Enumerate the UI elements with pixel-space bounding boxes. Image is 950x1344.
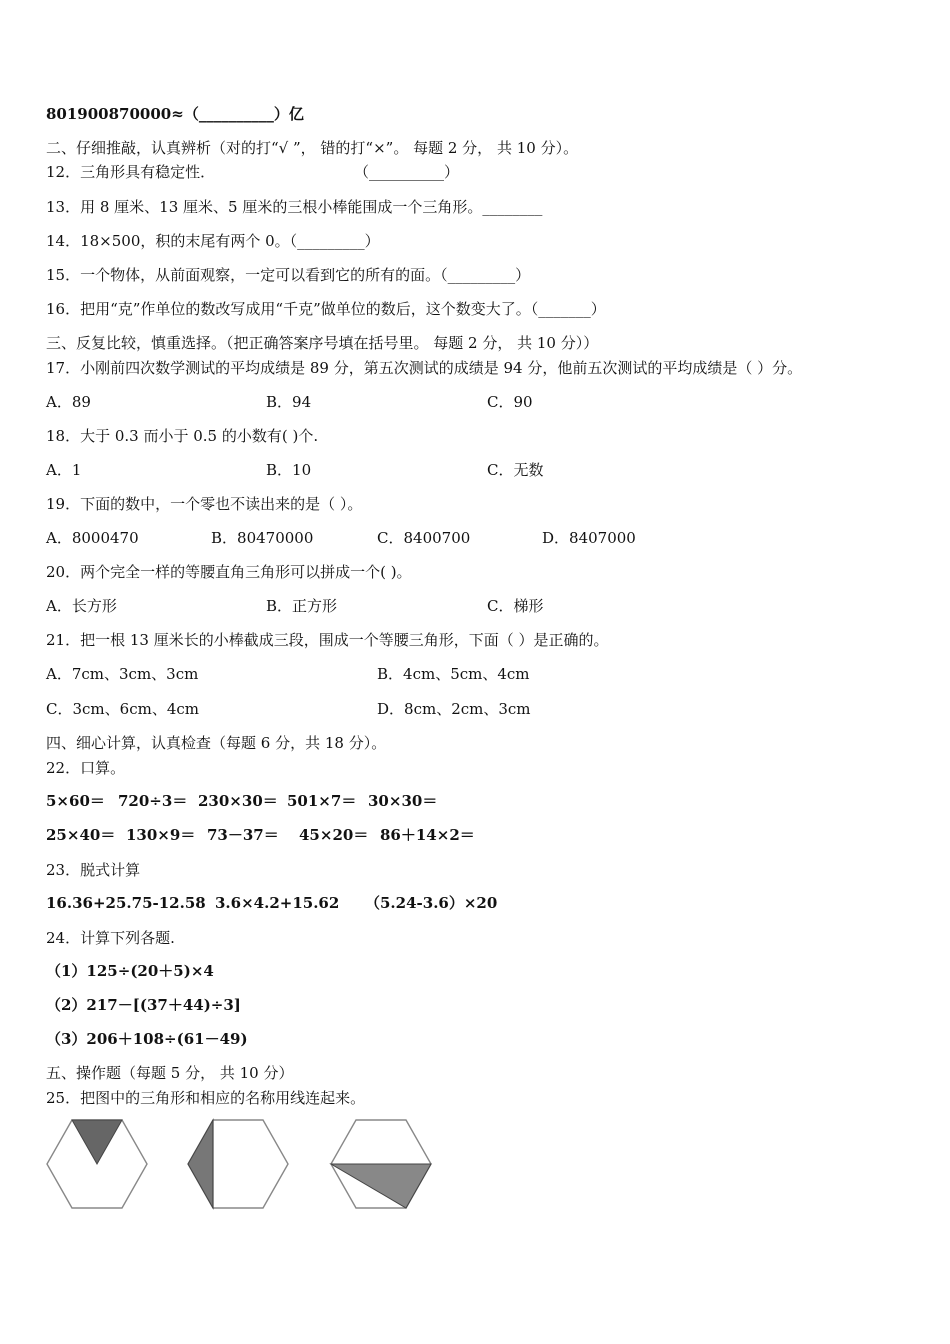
q19-option-a[interactable]: A．8000470: [46, 529, 139, 547]
q20-option-c[interactable]: C．梯形: [487, 597, 544, 615]
q22-item: 30×30＝: [368, 792, 438, 810]
q25-text: 25．把图中的三角形和相应的名称用线连起来。: [46, 1089, 366, 1107]
section4-heading: 四、细心计算，认真检查（每题 6 分，共 18 分）。: [46, 734, 387, 752]
q24-text: 24．计算下列各题.: [46, 929, 175, 947]
q12-text: 12．三角形具有稳定性．: [46, 163, 216, 181]
q20-option-b[interactable]: B．正方形: [266, 597, 338, 615]
q22-item: 501×7＝: [287, 792, 357, 810]
q22-item: 230×30＝: [198, 792, 278, 810]
q24-item: （3）206＋108÷(61－49): [46, 1030, 248, 1048]
q18-option-a[interactable]: A．1: [46, 461, 82, 479]
q11-tail: 801900870000≈（__________）亿: [46, 105, 304, 123]
q17-option-c[interactable]: C．90: [487, 393, 533, 411]
section2-heading: 二、仔细推敲，认真辨析（对的打“√ ”， 错的打“×”。 每题 2 分， 共 10 分）。: [46, 139, 579, 157]
shaded-triangle: [331, 1164, 431, 1208]
q22-item: 73－37＝: [207, 826, 279, 844]
q13-text: 13．用 8 厘米、13 厘米、5 厘米的三根小棒能围成一个三角形。________: [46, 198, 543, 216]
shaded-triangle: [188, 1120, 213, 1208]
q18-option-c[interactable]: C．无数: [487, 461, 544, 479]
hexagon-figure-1: [47, 1120, 147, 1208]
q20-option-a[interactable]: A．长方形: [46, 597, 117, 615]
section3-heading: 三、反复比较，慎重选择。（把正确答案序号填在括号里。 每题 2 分， 共 10 分））: [46, 334, 599, 352]
q21-option-b[interactable]: B．4cm、5cm、4cm: [377, 665, 530, 683]
hexagon-figure-3: [331, 1120, 431, 1208]
q22-item: 130×9＝: [126, 826, 196, 844]
q23-text: 23．脱式计算: [46, 861, 141, 879]
q22-text: 22．口算。: [46, 759, 126, 777]
q18-option-b[interactable]: B．10: [266, 461, 312, 479]
q20-text: 20．两个完全一样的等腰直角三角形可以拼成一个( )。: [46, 563, 412, 581]
q22-item: 720÷3＝: [118, 792, 188, 810]
q21-option-d[interactable]: D．8cm、2cm、3cm: [377, 700, 531, 718]
q19-option-c[interactable]: C．8400700: [377, 529, 471, 547]
q21-option-c[interactable]: C．3cm、6cm、4cm: [46, 700, 199, 718]
q23-item: （5.24-3.6）×20: [365, 894, 498, 912]
q22-item: 5×60＝: [46, 792, 105, 810]
section5-heading: 五、操作题（每题 5 分， 共 10 分）: [46, 1064, 294, 1082]
q22-item: 25×40＝: [46, 826, 116, 844]
q15-text: 15．一个物体，从前面观察，一定可以看到它的所有的面。（_________）: [46, 266, 531, 284]
q12-blank[interactable]: （__________）: [354, 163, 460, 181]
q23-item: 3.6×4.2+15.62: [215, 894, 340, 912]
hexagon-figures: [44, 1116, 444, 1212]
q21-option-a[interactable]: A．7cm、3cm、3cm: [46, 665, 199, 683]
q16-text: 16．把用“克”作单位的数改写成用“千克”做单位的数后，这个数变大了。（_______）: [46, 300, 606, 318]
shaded-triangle: [72, 1120, 122, 1164]
q17-option-a[interactable]: A．89: [46, 393, 91, 411]
q19-option-d[interactable]: D．8407000: [542, 529, 636, 547]
q24-item: （1）125÷(20＋5)×4: [46, 962, 214, 980]
q21-text: 21．把一根 13 厘米长的小棒截成三段，围成一个等腰三角形，下面（ ）是正确的。: [46, 631, 609, 649]
q22-item: 86＋14×2＝: [380, 826, 475, 844]
q19-option-b[interactable]: B．80470000: [211, 529, 314, 547]
q17-option-b[interactable]: B．94: [266, 393, 312, 411]
q22-item: 45×20＝: [299, 826, 369, 844]
hexagon-figure-2: [188, 1120, 288, 1208]
q14-text: 14．18×500，积的末尾有两个 0。（_________）: [46, 232, 380, 250]
q17-text: 17．小刚前四次数学测试的平均成绩是 89 分，第五次测试的成绩是 94 分，他前五次测试的平均成绩是（ ）分。: [46, 359, 803, 377]
q19-text: 19．下面的数中，一个零也不读出来的是（ ）。: [46, 495, 363, 513]
q18-text: 18．大于 0.3 而小于 0.5 的小数有( )个.: [46, 427, 319, 445]
q23-item: 16.36+25.75-12.58: [46, 894, 206, 912]
q24-item: （2）217－[(37＋44)÷3]: [46, 996, 241, 1014]
